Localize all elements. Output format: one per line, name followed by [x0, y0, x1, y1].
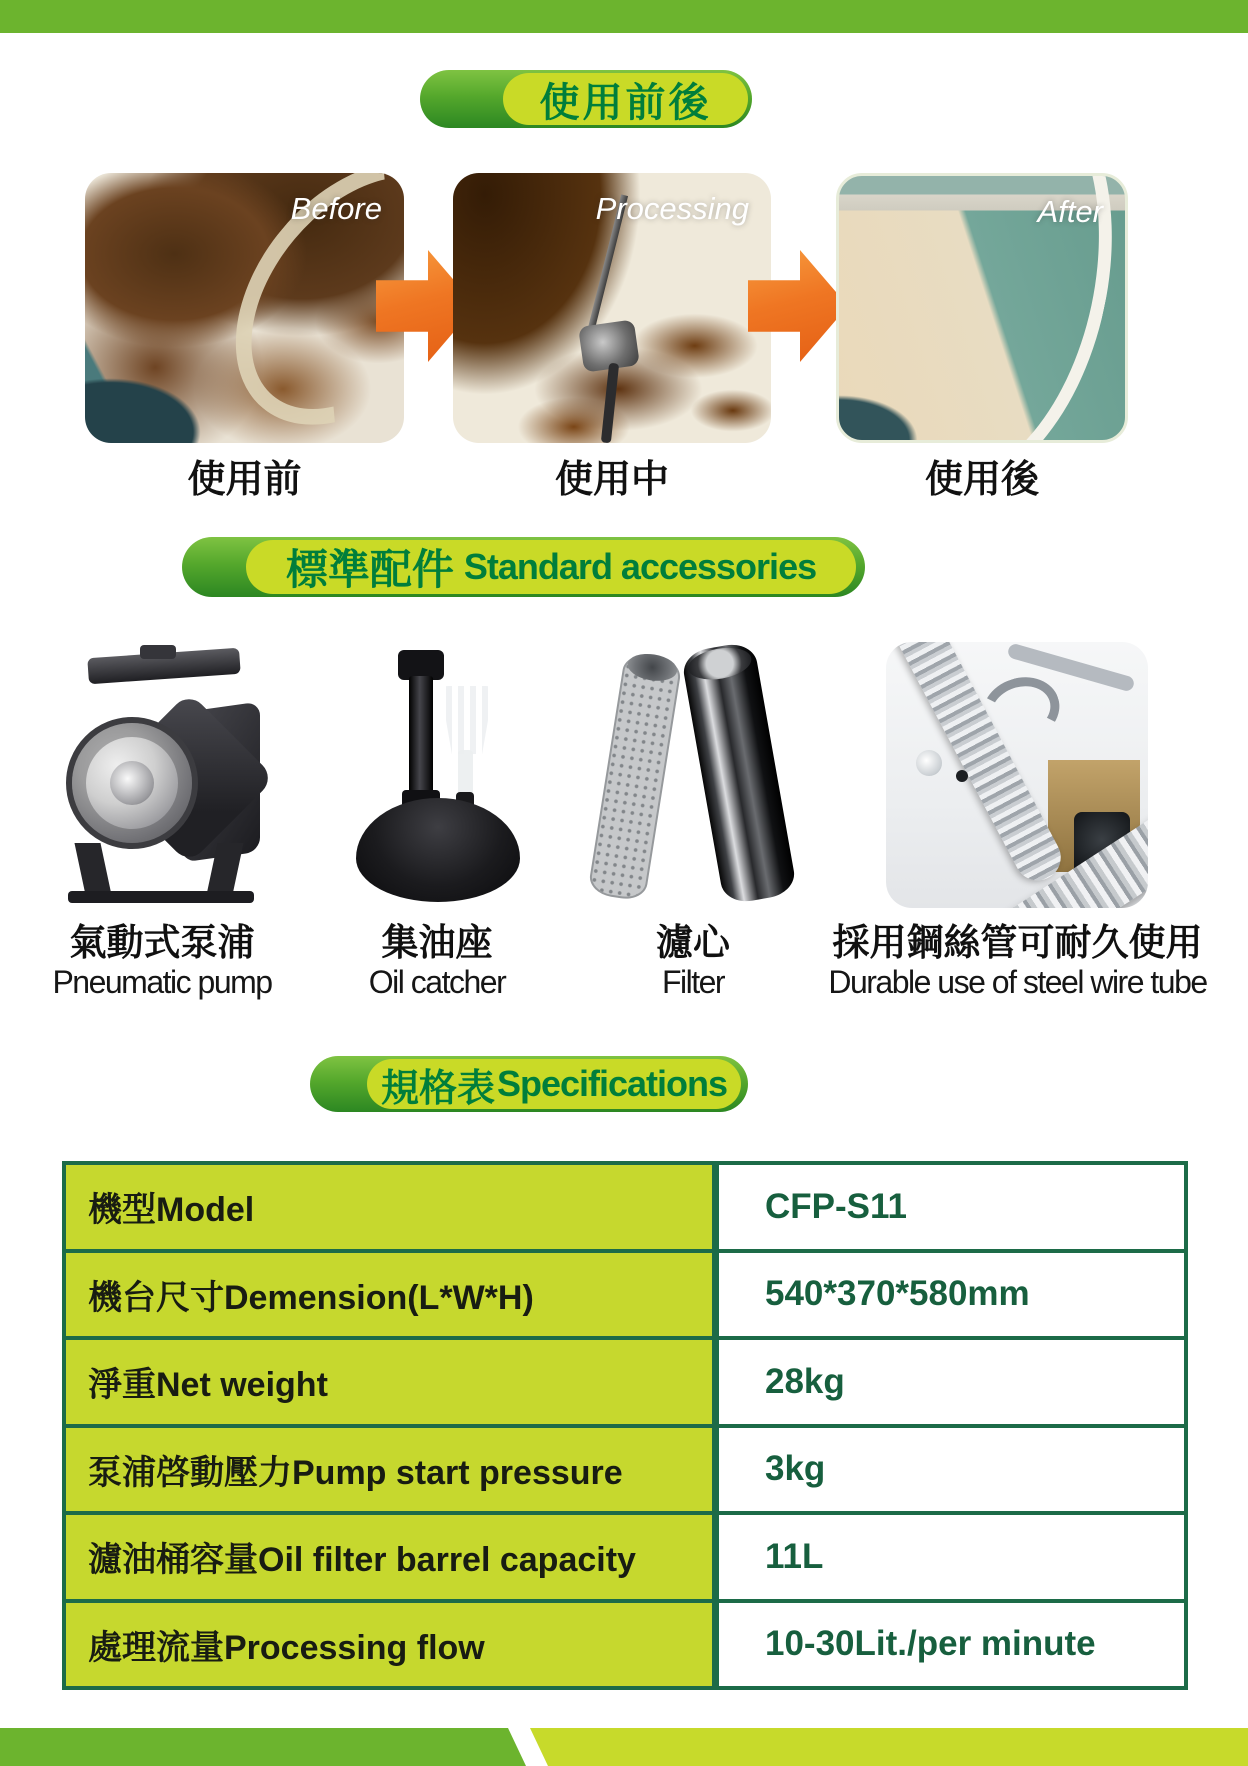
spec-value-barrel-capacity: 11L: [719, 1515, 1184, 1599]
spec-value-model: CFP-S11: [719, 1165, 1184, 1249]
accessories-header-zh: 標準配件: [285, 546, 454, 593]
filter-opening-shape: [686, 643, 754, 684]
photo-after: [836, 173, 1128, 443]
pump-leg-shape: [74, 843, 111, 895]
pump-base-shape: [68, 891, 254, 903]
photo-processing: [453, 173, 771, 443]
spec-value-pump-start-pressure: 3kg: [719, 1428, 1184, 1512]
filter-cap-shape: [626, 651, 679, 685]
bottom-green-bar: [0, 1728, 1248, 1766]
specifications-header-label: [367, 1059, 741, 1109]
accessory-name-filter-en: Filter: [661, 964, 725, 1000]
before-after-header-pill: [420, 70, 752, 128]
photo-processing-overlay-text: Processing: [595, 191, 749, 226]
spec-label-processing-flow: 處理流量Processing flow: [66, 1603, 712, 1687]
spec-label-pump-start-pressure: 泵浦啓動壓力Pump start pressure: [66, 1428, 712, 1512]
spec-label-barrel-capacity: 濾油桶容量Oil filter barrel capacity: [66, 1515, 712, 1599]
tube-plug-shape: [916, 750, 942, 776]
specifications-header-pill: [310, 1056, 748, 1112]
catcher-base-shape: [356, 798, 520, 902]
caption-before-use: 使用前: [187, 459, 302, 501]
filter-photo: [600, 645, 790, 905]
oil-catcher-photo: [352, 650, 524, 905]
pump-knob-shape: [140, 645, 176, 659]
accessory-name-pump-en: Pneumatic pump: [52, 964, 272, 1000]
filter-housing-shape: [680, 641, 797, 906]
spec-label-model: 機型Model: [66, 1165, 712, 1249]
spec-value-net-weight: 28kg: [719, 1340, 1184, 1424]
spec-label-dimension: 機台尺寸Demension(L*W*H): [66, 1253, 712, 1337]
photo-before: [85, 173, 404, 443]
before-after-header-label: 使用前後: [503, 73, 748, 125]
accessory-name-filter-zh: 濾心: [656, 922, 730, 963]
spec-value-processing-flow: 10-30Lit./per minute: [719, 1603, 1184, 1687]
top-green-bar: [0, 0, 1248, 33]
accessory-name-pump-zh: 氣動式泵浦: [69, 922, 255, 963]
accessories-header-pill: [182, 537, 865, 597]
accessories-header-label: [246, 540, 856, 594]
tube-dot-shape: [956, 770, 968, 782]
catcher-fork-stem-shape: [458, 750, 473, 796]
caption-after-use: 使用後: [924, 459, 1039, 501]
pneumatic-pump-photo: [62, 645, 262, 905]
spec-label-net-weight: 淨重Net weight: [66, 1340, 712, 1424]
specifications-header-zh: 規格表: [380, 1067, 495, 1110]
accessories-header-en: Standard accessories: [463, 546, 817, 587]
accessory-name-catcher-en: Oil catcher: [368, 964, 506, 1000]
specifications-header-en: Specifications: [496, 1063, 728, 1104]
specifications-table: [62, 1161, 1188, 1690]
accessory-name-tube-en: Durable use of steel wire tube: [828, 964, 1207, 1000]
steel-wire-tube-photo: [886, 642, 1148, 908]
spec-value-dimension: 540*370*580mm: [719, 1253, 1184, 1337]
accessory-name-catcher-zh: 集油座: [381, 922, 493, 963]
pump-hub-shape: [110, 761, 154, 805]
catcher-rod-shape: [409, 676, 433, 798]
photo-before-overlay-text: Before: [290, 191, 382, 226]
catcher-fork-shape: [440, 686, 494, 754]
accessory-name-tube-zh: 採用鋼絲管可耐久使用: [832, 922, 1203, 963]
corrugated-tube-shape: [887, 642, 1068, 888]
skimmer-tail-shape: [601, 363, 619, 443]
photo-after-overlay-text: After: [1037, 194, 1103, 229]
caption-in-use: 使用中: [554, 459, 669, 501]
filter-mesh-cartridge-shape: [587, 652, 682, 902]
